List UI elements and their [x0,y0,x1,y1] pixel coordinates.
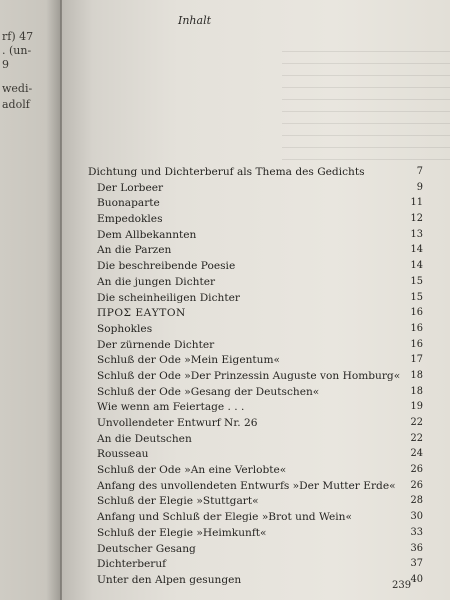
left-page-fragment: wedi- [2,82,33,95]
toc-entry-title: Die scheinheiligen Dichter [97,291,240,304]
left-page-fragment: adolf [2,98,30,111]
toc-entry-title: An die Deutschen [97,432,192,445]
toc-entry-page: 22 [410,417,423,428]
toc-entry-page: 12 [410,213,423,225]
toc-entry [88,292,423,308]
toc-entry-page: 14 [410,244,423,256]
toc-entry [88,448,423,464]
page-number: 239 [392,580,412,591]
page-header: Inhalt [178,14,212,27]
left-page-fragment: . (un- [2,44,32,57]
toc-entry-title: An die Parzen [97,244,172,257]
toc-entry [88,370,423,386]
toc-entry-page: 36 [410,542,423,554]
toc-entry-title: Schluß der Ode »Gesang der Deutschen« [97,385,320,398]
toc-entry-page: 18 [410,369,423,381]
toc-entry-title: Der Lorbeer [97,181,164,194]
toc-entry-title: Anfang des unvollendeten Entwurfs »Der Mutter Erde« [97,479,396,492]
toc-entry-title: Schluß der Elegie »Heimkunft« [97,526,267,539]
toc-entry [88,480,423,496]
toc-entry [88,527,423,543]
toc-entry-page: 14 [410,260,423,272]
toc-entry [88,464,423,480]
left-page [0,0,66,600]
toc-entry-page: 19 [410,401,423,413]
toc-entry-page: 26 [410,479,423,491]
toc-entry-title: Deutscher Gesang [97,542,196,555]
toc-entry [88,495,423,511]
toc-entry-page: 40 [410,573,423,585]
toc-entry [88,574,423,590]
toc-entry-title: Schluß der Elegie »Stuttgart« [97,495,259,508]
toc-entry [88,307,423,323]
toc-entry-page: 37 [410,558,423,570]
toc-entry-title: Buonaparte [97,197,160,210]
toc-entry-title: An die jungen Dichter [97,275,216,288]
toc-entry-page: 15 [410,291,423,303]
toc-entry [88,511,423,527]
toc-entry [88,558,423,574]
toc-entry-title: Schluß der Ode »An eine Verlobte« [97,464,287,477]
toc-entry-title: Anfang und Schluß der Elegie »Brot und Wein« [97,511,352,524]
left-page-fragment: rf) 47 [2,30,34,43]
toc-entry-title: Der zürnende Dichter [97,338,215,351]
toc-entry [88,213,423,229]
toc-entry-title: Unvollendeter Entwurf Nr. 26 [97,417,258,429]
toc-entry-page: 16 [410,322,423,334]
left-page-fragment: 9 [2,58,9,71]
toc-entry-page: 24 [410,448,423,460]
toc-entry [88,339,423,355]
toc-entry-page: 26 [410,464,423,476]
toc-entry-title: Unter den Alpen gesungen [97,573,242,586]
toc-entry-page: 22 [410,432,423,444]
toc-entry [88,244,423,260]
toc-entry-page: 15 [410,275,423,287]
toc-entry [88,386,423,402]
toc-entry-page: 11 [410,197,423,209]
toc-entry-page: 9 [416,181,423,193]
toc-entry-page: 28 [410,495,423,507]
toc-entry-page: 18 [410,385,423,397]
toc-entry-title: Empedokles [97,213,163,226]
toc-entry [88,229,423,245]
toc-entry-title: Dem Allbekannten [97,228,197,241]
toc-entry-page: 7 [416,166,423,177]
toc-entry-page: 30 [410,511,423,523]
toc-entry [88,276,423,292]
toc-entry [88,401,423,417]
toc-entry-page: 16 [410,307,423,319]
toc-entry [88,433,423,449]
toc-entry-title: Wie wenn am Feiertage . . . [97,401,245,414]
toc-entry-title: Sophokles [97,322,153,335]
toc-entry-title: Die beschreibende Poesie [97,260,236,273]
toc-entry [88,354,423,370]
table-of-contents [88,166,423,590]
toc-entry [88,323,423,339]
toc-entry-title: Schluß der Ode »Mein Eigentum« [97,354,281,367]
toc-entry-title: Rousseau [97,448,149,461]
toc-entry [88,417,423,433]
toc-entry-title: Dichterberuf [97,558,167,571]
toc-entry-page: 33 [410,526,423,538]
toc-entry [88,543,423,559]
toc-entry-title: Dichtung und Dichterberuf als Thema des Gedichts [88,166,365,178]
toc-entry [88,166,423,182]
show-through-text [282,40,450,160]
toc-entry-title: ΠΡΟΣ ΕΑΥΤΟΝ [97,307,186,320]
toc-entry-title: Schluß der Ode »Der Prinzessin Auguste von Homburg« [97,369,401,382]
toc-entry [88,197,423,213]
toc-entry [88,260,423,276]
toc-entry [88,182,423,198]
toc-entry-page: 13 [410,228,423,240]
toc-entry-page: 16 [410,338,423,350]
toc-entry-page: 17 [410,354,423,366]
